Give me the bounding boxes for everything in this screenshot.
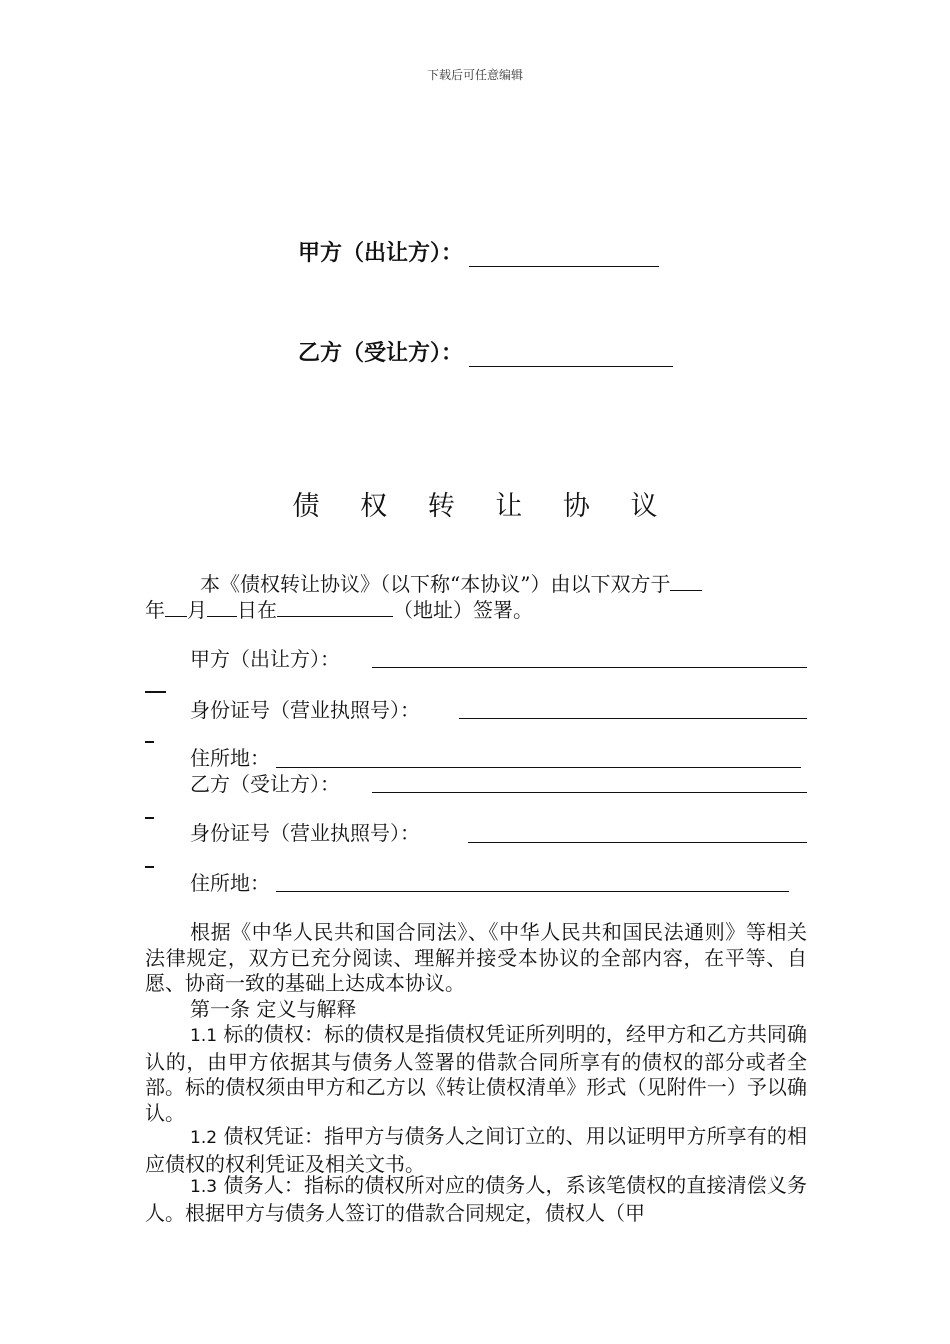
clause-1-3 xyxy=(145,1173,807,1226)
cover-party-a xyxy=(298,236,659,267)
field-id-a-overflow xyxy=(145,741,154,743)
day-blank[interactable] xyxy=(207,598,237,617)
cover-party-a-blank[interactable] xyxy=(469,242,659,267)
month-blank[interactable] xyxy=(165,598,187,617)
address-blank[interactable] xyxy=(277,598,393,617)
field-party-a-line[interactable] xyxy=(372,667,807,668)
day-at-label: 日在 xyxy=(237,598,277,622)
field-party-a-label: 甲方（出让方）： xyxy=(190,647,340,671)
cover-party-b xyxy=(298,336,673,367)
clause-1-1-text: 标的债权：标的债权是指债权凭证所列明的，经甲方和乙方共同确认的，由甲方依据其与债务人签署的借款合同所享有的债权的部分或者全部。标的债权须由甲方和乙方以《转让债权清单》形式（见附件一）予以确认。 xyxy=(145,1022,808,1125)
clause-1-1-number: 1.1 xyxy=(190,1026,218,1046)
clause-1-1 xyxy=(145,1022,807,1126)
field-addr-b-line[interactable] xyxy=(276,891,789,892)
article-1-title: 第一条 定义与解释 xyxy=(190,997,357,1021)
address-tail: （地址）签署。 xyxy=(393,598,533,622)
field-party-a-overflow xyxy=(145,691,166,693)
intro-text: 本《债权转让协议》（以下称“本协议”）由以下双方于 xyxy=(200,572,671,596)
year-label: 年 xyxy=(145,598,165,622)
field-id-a-label: 身份证号（营业执照号）： xyxy=(190,698,420,722)
clause-1-3-text: 债务人：指标的债权所对应的债务人，系该笔债权的直接清偿义务人。根据甲方与债务人签订的借款合同规定，债权人（甲 xyxy=(145,1173,808,1225)
clause-1-2 xyxy=(145,1124,807,1177)
clause-1-2-number: 1.2 xyxy=(190,1128,218,1148)
field-addr-b-label: 住所地： xyxy=(190,871,270,895)
cover-party-a-label: 甲方（出让方）： xyxy=(298,241,464,266)
document-title: 债 权 转 让 协 议 xyxy=(292,491,674,522)
cover-party-b-label: 乙方（受让方）： xyxy=(298,341,464,366)
field-party-b-label: 乙方（受让方）： xyxy=(190,772,340,796)
field-addr-a-label: 住所地： xyxy=(190,746,270,770)
field-addr-a-line[interactable] xyxy=(276,767,801,768)
field-id-b-line[interactable] xyxy=(468,842,807,843)
field-id-b-overflow xyxy=(145,866,154,868)
cover-party-b-blank[interactable] xyxy=(469,342,673,367)
field-id-a-line[interactable] xyxy=(459,718,807,719)
field-id-b-label: 身份证号（营业执照号）： xyxy=(190,821,420,845)
date-blank-1[interactable] xyxy=(670,572,702,591)
field-party-b-line[interactable] xyxy=(372,792,807,793)
field-party-b-overflow xyxy=(145,817,154,819)
month-label: 月 xyxy=(187,598,207,622)
intro-line-2 xyxy=(145,597,533,623)
clause-1-2-text: 债权凭证：指甲方与债务人之间订立的、用以证明甲方所享有的相应债权的权利凭证及相关文书。 xyxy=(145,1124,808,1176)
basis-paragraph: 根据《中华人民共和国合同法》、《中华人民共和国民法通则》等相关法律规定，双方已充分阅读、理解并接受本协议的全部内容，在平等、自愿、协商一致的基础上达成本协议。 xyxy=(145,920,807,995)
intro-line-1 xyxy=(200,571,702,597)
clause-1-3-number: 1.3 xyxy=(190,1177,218,1197)
page-header-note: 下载后可任意编辑 xyxy=(426,68,523,82)
